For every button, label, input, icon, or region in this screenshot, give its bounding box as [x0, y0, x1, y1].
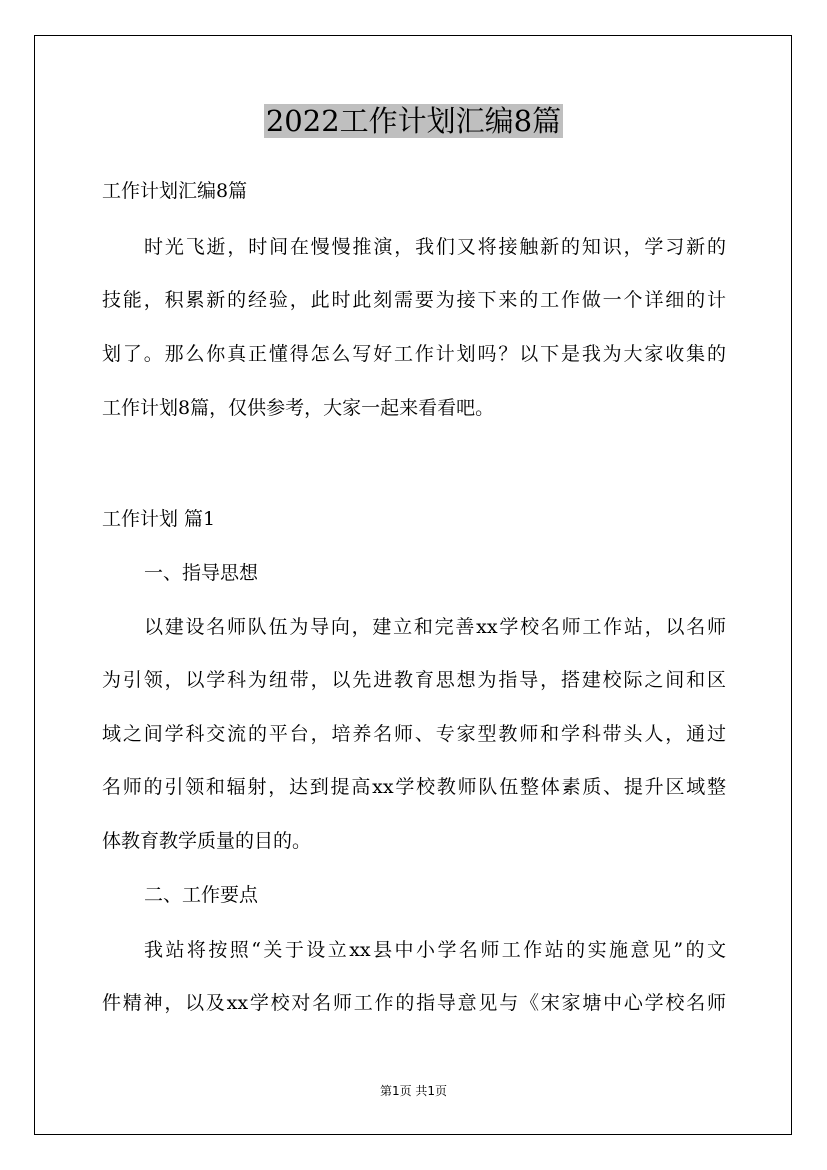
document-title-text: 2022工作计划汇编8篇 — [265, 104, 562, 138]
part1-line: 域之间学科交流的平台，培养名师、专家型教师和学科带头人，通过 — [102, 723, 726, 745]
part2-line: 件精神，以及xx学校对名师工作的指导意见与《宋家塘中心学校名师 — [102, 992, 726, 1014]
intro-line: 技能，积累新的经验，此时此刻需要为接下来的工作做一个详细的计 — [102, 289, 726, 311]
part1-line: 为引领，以学科为纽带，以先进教育思想为指导，搭建校际之间和区 — [102, 669, 726, 691]
part1-heading: 一、指导思想 — [144, 562, 259, 584]
part2-line: 我站将按照“关于设立xx县中小学名师工作站的实施意见”的文 — [144, 939, 726, 961]
document-title — [0, 98, 827, 144]
document-subtitle: 工作计划汇编8篇 — [102, 180, 248, 202]
part1-line: 以建设名师队伍为导向，建立和完善xx学校名师工作站，以名师 — [144, 616, 726, 638]
page-footer: 第1页 共1页 — [379, 1084, 448, 1098]
intro-line: 划了。那么你真正懂得怎么写好工作计划吗？以下是我为大家收集的 — [102, 343, 726, 365]
intro-line: 工作计划8篇，仅供参考，大家一起来看看吧。 — [102, 397, 495, 419]
section-heading: 工作计划 篇1 — [102, 508, 216, 530]
part2-heading: 二、工作要点 — [144, 884, 259, 906]
intro-line: 时光飞逝，时间在慢慢推演，我们又将接触新的知识，学习新的 — [144, 236, 726, 258]
part1-line: 体教育教学质量的目的。 — [102, 830, 312, 852]
part1-line: 名师的引领和辐射，达到提高xx学校教师队伍整体素质、提升区域整 — [102, 776, 726, 798]
